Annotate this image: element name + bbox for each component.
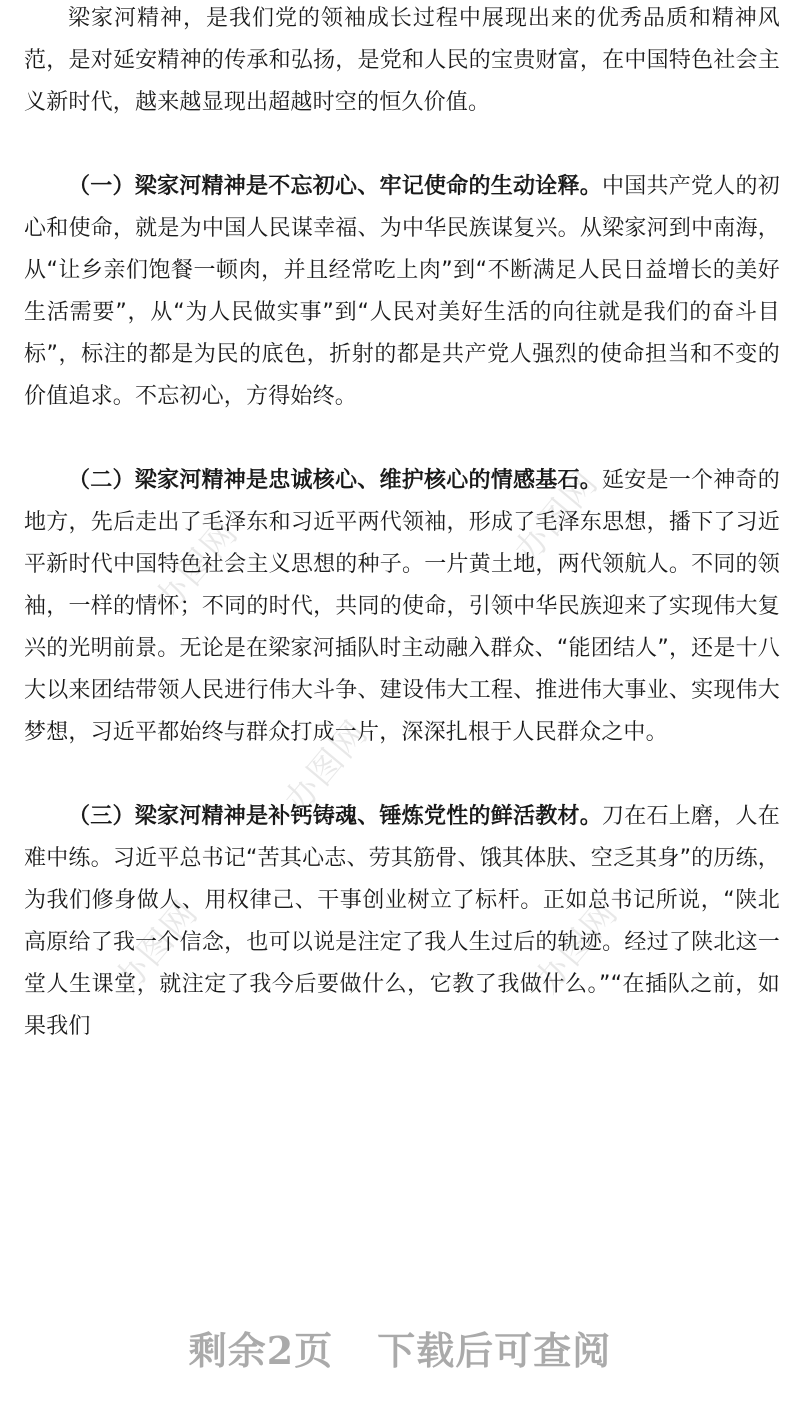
paragraph-lead: （一）梁家河精神是不忘初心、牢记使命的生动诠释。 — [68, 174, 603, 199]
watermark: 办图网 — [106, 892, 207, 1001]
download-prompt[interactable] — [0, 1320, 800, 1375]
paragraph-text: 中国共产党人的初心和使命，就是为中国人民谋幸福、为中华民族谋复兴。从梁家河到中南海，从“让乡亲们饱餐一顿肉，并且经常吃上肉”到“不断满足人民日益增长的美好生活需要”，从“为人民做实事”到“人民对美好生活的向往就是我们的奋斗目标”，标注的都是为民的底色，折射的都是共产党人强烈的使命担当和不变的价值追求。不忘初心，方得始终。 — [24, 174, 780, 409]
paragraph-text: 刀在石上磨，人在难中练。习近平总书记“苦其心志、劳其筋骨、饿其体肤、空乏其身”的历练，为我们修身做人、用权律己、干事创业树立了标杆。正如总书记所说，“陕北高原给了我一个信念，也可以说是注定了我人生过后的轨迹。经过了陕北这一堂人生课堂，就注定了我今后要做什么，它教了我做什么。”“在插队之前，如果我们 — [24, 804, 780, 1039]
document-body — [24, 0, 780, 1048]
paragraph-text: 延安是一个神奇的地方，先后走出了毛泽东和习近平两代领袖，形成了毛泽东思想，播下了习近平新时代中国特色社会主义思想的种子。一片黄土地，两代领航人。不同的领袖，一样的情怀；不同的时代，共同的使命，引领中华民族迎来了实现伟大复兴的光明前景。无论是在梁家河插队时主动融入群众、“能团结人”，还是十八大以来团结带领人民进行伟大斗争、建设伟大工程、推进伟大事业、实现伟大梦想，习近平都始终与群众打成一片，深深扎根于人民群众之中。 — [24, 468, 780, 745]
paragraph-intro — [24, 0, 780, 124]
download-to-view-label: 下载后可查阅 — [377, 1328, 612, 1373]
paragraph-section-3 — [24, 796, 780, 1048]
paragraph-lead: （二）梁家河精神是忠诚核心、维护核心的情感基石。 — [68, 468, 603, 493]
paragraph-lead: （三）梁家河精神是补钙铸魂、锤炼党性的鲜活教材。 — [68, 804, 603, 829]
watermark: 办图网 — [506, 462, 607, 571]
paragraph-section-2 — [24, 460, 780, 754]
remaining-pages-label: 剩余2页 — [188, 1328, 334, 1373]
watermark: 办图网 — [276, 712, 377, 821]
paragraph-text: 梁家河精神，是我们党的领袖成长过程中展现出来的优秀品质和精神风范，是对延安精神的传承和弘扬，是党和人民的宝贵财富，在中国特色社会主义新时代，越来越显现出超越时空的恒久价值。 — [24, 6, 780, 115]
paragraph-section-1 — [24, 166, 780, 418]
watermark: 办图网 — [526, 892, 627, 1001]
watermark: 办图网 — [146, 512, 247, 621]
